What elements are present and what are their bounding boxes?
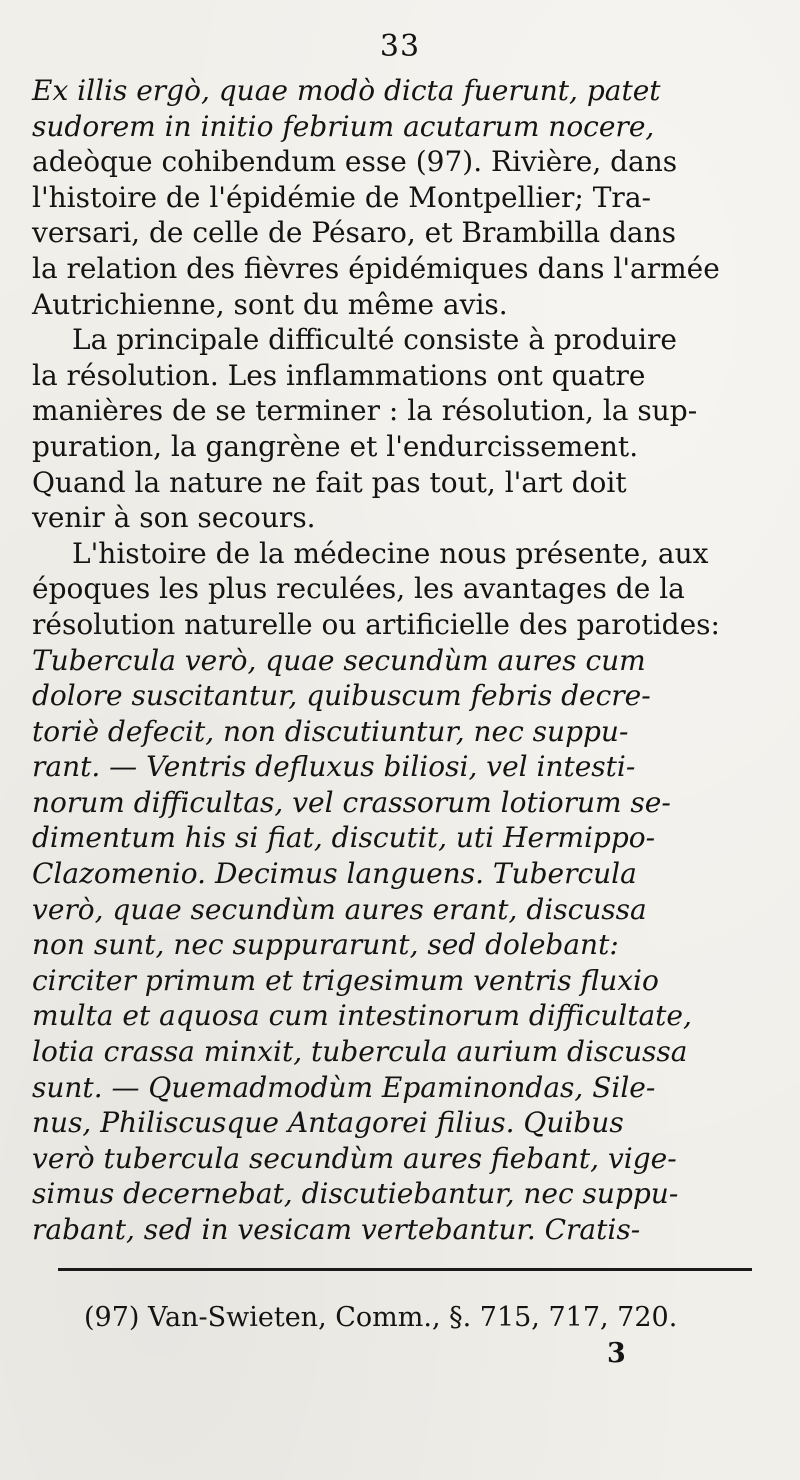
text-line: Clazomenio. Decimus languens. Tubercula	[32, 857, 637, 891]
text-line: Quand la nature ne fait pas tout, l'art doit	[32, 465, 627, 499]
text-line: norum difficultas, vel crassorum lotiorum se-	[32, 785, 671, 819]
text-line: sudorem in initio febrium acutarum nocere,	[32, 109, 655, 143]
text-line: dolore suscitantur, quibuscum febris decre-	[32, 679, 651, 713]
footnote: (97) Van-Swieten, Comm., §. 715, 717, 720.	[84, 1302, 678, 1333]
text-line: toriè defecit, non discutiuntur, nec suppu-	[32, 714, 629, 748]
text-line: lotia crassa minxit, tubercula aurium discussa	[32, 1035, 688, 1069]
text-line: venir à son secours.	[32, 501, 316, 535]
footnote-rule	[58, 1268, 752, 1271]
text-line: verò tubercula secundùm aures fiebant, vige-	[32, 1141, 677, 1175]
text-line: manières de se terminer : la résolution, la sup-	[32, 394, 698, 428]
text-line: rabant, sed in vesicam vertebantur. Cratis-	[32, 1213, 641, 1246]
text-line: L'histoire de la médecine nous présente, aux	[72, 536, 709, 570]
text-line: l'histoire de l'épidémie de Montpellier; Tra-	[32, 180, 651, 214]
text-line: versari, de celle de Pésaro, et Brambilla dans	[32, 216, 676, 250]
text-line: verò, quae secundùm aures erant, discussa	[32, 892, 647, 926]
text-line: adeòque cohibendum esse (97). Rivière, dans	[32, 145, 678, 179]
text-line: non sunt, nec suppurarunt, sed dolebant:	[32, 928, 619, 962]
text-line: rant. — Ventris defluxus biliosi, vel intesti-	[32, 750, 636, 784]
text-line: puration, la gangrène et l'endurcissement.	[32, 429, 639, 463]
text-line: La principale difficulté consiste à produire	[72, 323, 677, 357]
text-line: Tubercula verò, quae secundùm aures cum	[32, 643, 646, 677]
text-line: simus decernebat, discutiebantur, nec suppu-	[32, 1177, 679, 1211]
page-number: 33	[379, 29, 421, 64]
text-line: résolution naturelle ou artificielle des parotides:	[32, 607, 720, 641]
text-line: époques les plus reculées, les avantages de la	[32, 572, 685, 606]
text-line: Autrichienne, sont du même avis.	[32, 287, 508, 321]
text-line: circiter primum et trigesimum ventris fluxio	[32, 963, 659, 997]
signature-mark: 3	[607, 1338, 626, 1369]
text-line: nus, Philiscusque Antagorei filius. Quibus	[32, 1106, 624, 1140]
text-line: Ex illis ergò, quae modò dicta fuerunt, patet	[32, 74, 661, 107]
text-line: la relation des fièvres épidémiques dans l'armée	[32, 251, 720, 285]
body-text	[32, 73, 756, 1248]
text-line: dimentum his si fiat, discutit, uti Hermippo-	[32, 821, 656, 855]
text-line: la résolution. Les inflammations ont quatre	[32, 358, 646, 392]
text-line: sunt. — Quemadmodùm Epaminondas, Sile-	[32, 1070, 656, 1104]
text-line: multa et aquosa cum intestinorum difficultate,	[32, 999, 692, 1033]
